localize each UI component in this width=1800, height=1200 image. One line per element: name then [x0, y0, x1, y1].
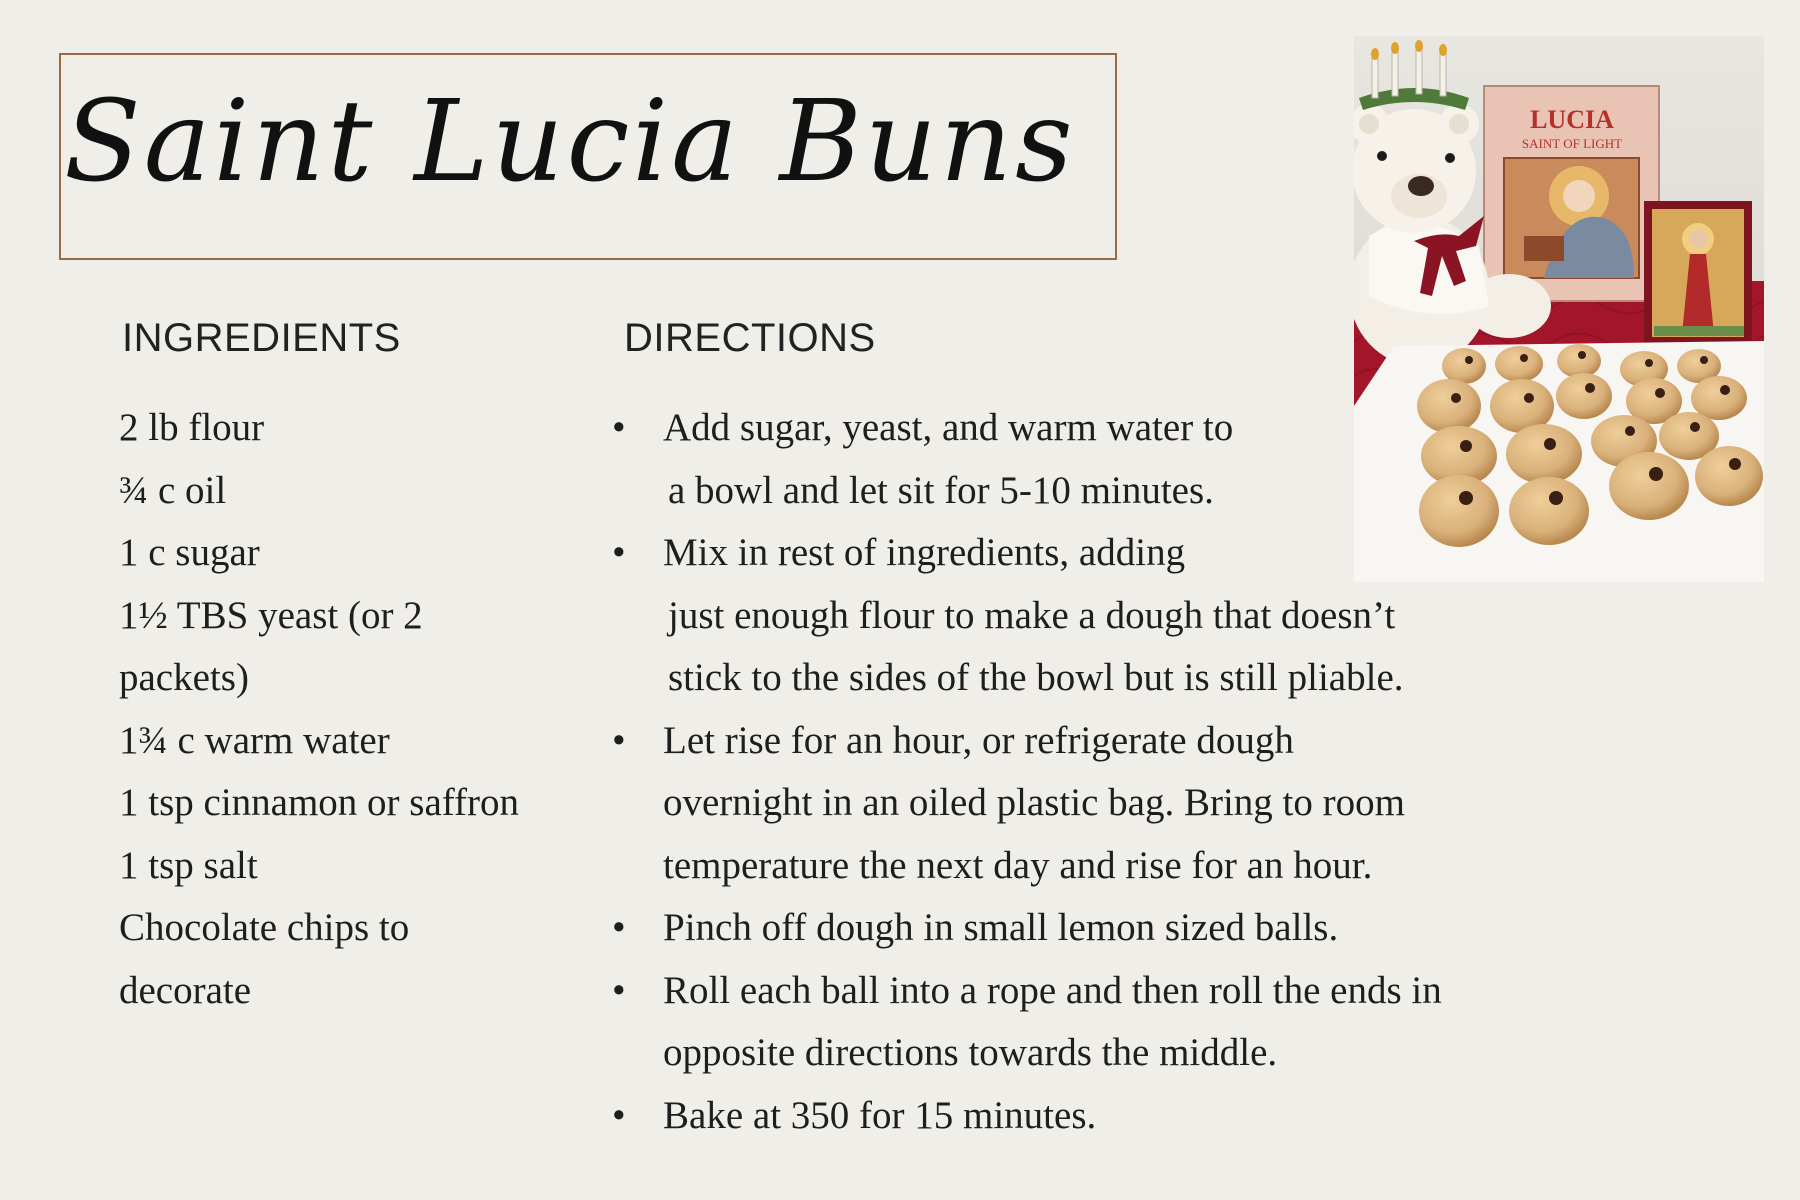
book-title: LUCIA: [1530, 105, 1614, 134]
ingredient-item: 1 tsp salt: [119, 843, 258, 887]
direction-line: a bowl and let sit for 5-10 minutes.: [668, 468, 1214, 512]
ingredient-item: Chocolate chips to decorate: [119, 906, 410, 1012]
ingredient-item: 1 tsp cinnamon or saffron: [119, 781, 520, 824]
book-cover: [1484, 86, 1659, 301]
book-subtitle: SAINT OF LIGHT: [1521, 136, 1623, 151]
bullet-icon: •: [612, 718, 626, 762]
ingredients-list: [119, 397, 539, 1022]
direction-step: [612, 710, 1612, 898]
direction-line: stick to the sides of the bowl but is still pliable.: [668, 656, 1404, 699]
bullet-icon: •: [612, 406, 626, 449]
direction-step: [612, 897, 1612, 960]
directions-heading: DIRECTIONS: [624, 316, 876, 360]
direction-line: Add sugar, yeast, and warm water to: [663, 406, 1234, 449]
bullet-icon: •: [612, 968, 626, 1012]
ingredient-item: 2 lb flour: [119, 406, 265, 449]
direction-step: [612, 960, 1612, 1085]
page-title: Saint Lucia Buns: [64, 77, 1076, 207]
ingredients-heading: INGREDIENTS: [122, 316, 401, 360]
direction-line: temperature the next day and rise for an hour.: [663, 843, 1373, 887]
bullet-icon: •: [612, 906, 626, 949]
direction-step: [612, 1085, 1612, 1148]
direction-line: just enough flour to make a dough that doesn’t: [668, 593, 1396, 637]
direction-line: opposite directions towards the middle.: [663, 1031, 1278, 1074]
bullet-icon: •: [612, 531, 626, 574]
photo-illustration: [1354, 36, 1764, 582]
direction-line: Roll each ball into a rope and then roll the ends in: [663, 968, 1442, 1012]
direction-line: Pinch off dough in small lemon sized balls.: [663, 906, 1339, 949]
direction-line: overnight in an oiled plastic bag. Bring to room: [663, 781, 1405, 824]
ingredient-item: 1 c sugar: [119, 531, 260, 574]
lucia-buns-photo: [1354, 36, 1764, 582]
saint-icon-card: [1644, 201, 1752, 346]
direction-line: Bake at 350 for 15 minutes.: [663, 1093, 1097, 1137]
ingredient-item: 1¾ c warm water: [119, 718, 390, 762]
ingredient-item: ¾ c oil: [119, 468, 227, 512]
direction-line: Mix in rest of ingredients, adding: [663, 531, 1186, 574]
bullet-icon: •: [612, 1093, 626, 1137]
ingredient-item: 1½ TBS yeast (or 2 packets): [119, 593, 423, 699]
direction-line: Let rise for an hour, or refrigerate dough: [663, 718, 1294, 762]
